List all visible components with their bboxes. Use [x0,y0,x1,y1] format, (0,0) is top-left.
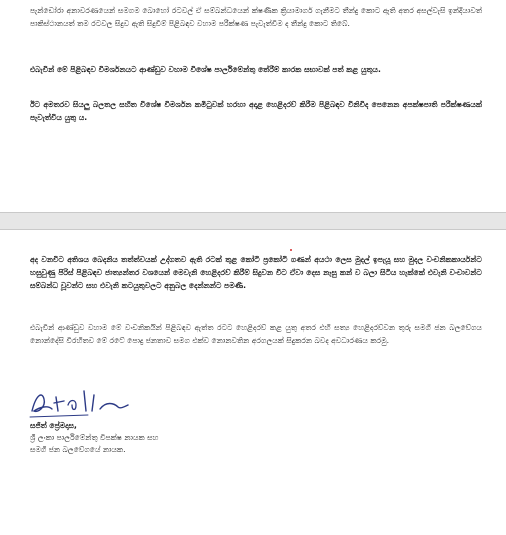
signer-title-line-1: ශ්‍රී ලංකා පාර්ලිමේන්තු විපක්ෂ නායක සහ [30,433,159,442]
paragraph-select-committee: එබැවින් මේ පිළිබඳව විමර්ශනයට ආණ්ඩුව වහාම විශේෂ පාර්ලිමේන්තු තේරීම් කාරක සභාවක් පත් කළ යුතුය. [30,65,381,74]
document-page-1 [0,0,506,212]
handwritten-signature [28,385,138,421]
paragraph-special-investigation: ඊට අමතරව සියලු බලතල සහිත විශේෂ විමර්ශන කමිටුවක් හරහා අදාළ හෙළිදරව් කිරීම පිළිබඳව විනිවිද පෙනෙන අපක්ෂපාති පරීක්ෂණයක් පැවැත්විය යුතු ය. [30,100,482,122]
paragraph-pandora-responses: පැන්ඩෝරා අනාවරණයෙන් සමගම බොහෝ රටවල් ඒ සම්බන්ධයෙන් ක්ෂණික ක්‍රියාමාර්ග ගැනීමට තීන්දු කොට ඇති අතර අසල්වැසි ඉන්දියාවත් පාකිස්ථානයත් තම රටවල සිදුව ඇති සිදුවීම් පිළිබඳව වහාම පරීක්ෂණ පැවැත්වීම ද තීන්දු කොට තිබේ. [30,6,482,28]
document-page-2 [0,230,506,535]
red-mark [290,249,292,251]
signer-title-line-2: සමගි ජන බලවේගයේ නායක. [30,445,126,454]
signer-name: සජිත් ප්‍රේමදාස, [30,421,77,430]
paragraph-demand-disclosure: එබැවින් ආණ්ඩුව වහාම මේ වංචනිකයින් පිළිබඳව ඇත්ත රටට හෙළිදරව් කළ යුතු අතර එහි සත්‍ය හෙළිදරව්වන තුරු සමගි ජන බලවේගය නොන්දේසි විරහිතව මේ රටේ පොදු ජනතාව සමග එක්ව නොනවතින අරගලයක් සිදුකරන බවද අවධාරණය කරමු. [30,323,482,345]
paragraph-current-situation: අද වනවිට අතිශය බෙදනිය තත්ත්වයක් උද්ගතව ඇති රටක් තුළ කෝටි ප්‍රකෝටි ගණන් අයථා ලෙස මුදල් ඉපැයූ සහ මුදල ව‍ංචනිකකාර්යන්ට හසුවුණු පිරිස් පිළිබඳව ජාත්‍යන්තර වශයෙන් මෙවැනි හෙළිදරව් කිරීම් සිදුවන විට ඒවා දෙස නැසු කන් ව බලා සිටිය හැක්කේ එවැනි වංචාවන්ට සම්බන්ධ වූවන්ට සහ එවැනි කටයුතුවලට අනුබල දෙන්නන්ට පමණි. [30,255,482,290]
page-break-divider [0,212,506,230]
signature-block [30,420,330,456]
